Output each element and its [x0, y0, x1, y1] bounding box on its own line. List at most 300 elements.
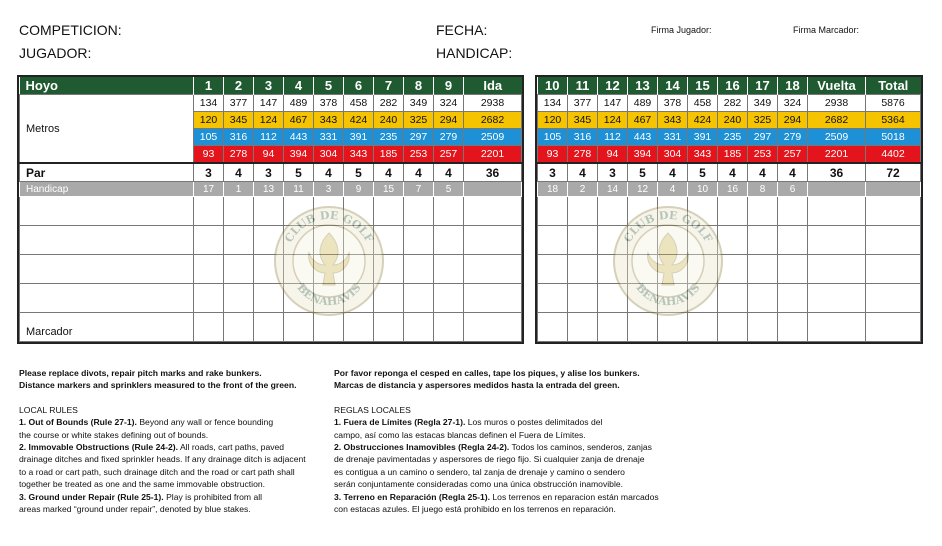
- score-grand-total-cell[interactable]: [866, 313, 921, 342]
- score-cell[interactable]: [688, 284, 718, 313]
- player-name-cell[interactable]: [20, 197, 194, 226]
- par-cell: 5: [688, 163, 718, 182]
- distance-cell: 443: [628, 129, 658, 146]
- distance-cell: 343: [658, 112, 688, 129]
- distance-cell: 343: [344, 146, 374, 164]
- back-nine-scorecard: [537, 77, 921, 342]
- player-name-cell[interactable]: [20, 284, 194, 313]
- score-cell[interactable]: [434, 313, 464, 342]
- distance-cell: 458: [688, 95, 718, 112]
- score-cell[interactable]: [778, 255, 808, 284]
- score-cell[interactable]: [434, 255, 464, 284]
- rule-heading: 3. Ground under Repair (Rule 25-1).: [19, 491, 164, 502]
- score-cell[interactable]: [254, 284, 284, 313]
- score-cell[interactable]: [344, 313, 374, 342]
- handicap-cell: 9: [344, 182, 374, 197]
- distance-cell: 282: [374, 95, 404, 112]
- score-total-cell[interactable]: [464, 226, 522, 255]
- distance-cell: 349: [404, 95, 434, 112]
- score-cell[interactable]: [628, 284, 658, 313]
- hole-number: 16: [718, 77, 748, 95]
- score-cell[interactable]: [374, 284, 404, 313]
- score-cell[interactable]: [314, 313, 344, 342]
- score-cell[interactable]: [284, 197, 314, 226]
- rule-line: the course or white stakes defining out of bounds.: [19, 429, 209, 440]
- score-cell[interactable]: [284, 313, 314, 342]
- score-cell[interactable]: [628, 313, 658, 342]
- yellow-tee-row: [538, 112, 921, 129]
- score-cell[interactable]: [748, 284, 778, 313]
- handicap-cell: 18: [538, 182, 568, 197]
- svg-text:BENAHAVIS: BENAHAVIS: [294, 281, 364, 309]
- rule-line: es contigua a un camino o sendero, tal zanja de drenaje y camino o sendero: [334, 466, 625, 477]
- par-cell: 5: [284, 163, 314, 182]
- par-cell: 3: [538, 163, 568, 182]
- rule-line: to a road or cart path, such drainage ditch and the road or cart path shall: [19, 466, 295, 477]
- distance-grand-total: 5364: [866, 112, 921, 129]
- score-cell[interactable]: [314, 284, 344, 313]
- metros-label: Metros: [20, 95, 194, 164]
- distance-cell: 343: [314, 112, 344, 129]
- distance-cell: 304: [658, 146, 688, 164]
- score-cell[interactable]: [344, 197, 374, 226]
- local-rules-title: REGLAS LOCALES: [334, 404, 411, 415]
- score-row: [20, 255, 522, 284]
- score-cell[interactable]: [568, 313, 598, 342]
- distance-cell: 297: [748, 129, 778, 146]
- ida-header: Ida: [464, 77, 522, 95]
- hole-number: 9: [434, 77, 464, 95]
- handicap-label: HANDICAP:: [436, 45, 513, 61]
- score-cell[interactable]: [434, 226, 464, 255]
- hole-number: 18: [778, 77, 808, 95]
- distance-cell: 316: [224, 129, 254, 146]
- rule-line: together be treated as one and the same immovable obstruction.: [19, 479, 266, 490]
- distance-cell: 257: [434, 146, 464, 164]
- score-cell[interactable]: [344, 255, 374, 284]
- score-cell[interactable]: [598, 284, 628, 313]
- score-cell[interactable]: [404, 255, 434, 284]
- par-grand-total: 72: [866, 163, 921, 182]
- front-nine-scorecard: [19, 77, 522, 342]
- marcador-label: Marcador: [20, 313, 194, 342]
- distance-cell: 424: [344, 112, 374, 129]
- score-cell[interactable]: [434, 197, 464, 226]
- rule-line: 3. Terreno en Reparación (Regla 25-1). Los terrenos en reparacion están marcados: [334, 491, 659, 502]
- handicap-cell: 3: [314, 182, 344, 197]
- rule-line: campo, así como las estacas blancas definen el Fuera de Límites.: [334, 429, 586, 440]
- handicap-cell: 14: [598, 182, 628, 197]
- rule-heading: 1. Out of Bounds (Rule 27-1).: [19, 417, 137, 428]
- score-cell[interactable]: [538, 197, 568, 226]
- score-cell[interactable]: [538, 284, 568, 313]
- score-cell[interactable]: [314, 197, 344, 226]
- distance-cell: 94: [254, 146, 284, 164]
- vuelta-header: Vuelta: [808, 77, 866, 95]
- score-cell[interactable]: [778, 313, 808, 342]
- par-cell: 4: [718, 163, 748, 182]
- distance-cell: 331: [658, 129, 688, 146]
- score-cell[interactable]: [718, 226, 748, 255]
- score-cell[interactable]: [598, 226, 628, 255]
- handicap-cell: 6: [778, 182, 808, 197]
- score-cell[interactable]: [718, 313, 748, 342]
- score-cell[interactable]: [718, 197, 748, 226]
- hoyo-header: Hoyo: [20, 77, 194, 95]
- player-name-cell[interactable]: [20, 226, 194, 255]
- score-cell[interactable]: [284, 284, 314, 313]
- handicap-cell: 15: [374, 182, 404, 197]
- score-total-cell[interactable]: [808, 313, 866, 342]
- score-row: [538, 226, 921, 255]
- score-cell[interactable]: [284, 226, 314, 255]
- score-cell[interactable]: [404, 313, 434, 342]
- score-grand-total-cell[interactable]: [866, 226, 921, 255]
- par-cell: 4: [374, 163, 404, 182]
- score-cell[interactable]: [374, 197, 404, 226]
- competicion-label: COMPETICION:: [19, 22, 122, 38]
- score-cell[interactable]: [628, 197, 658, 226]
- score-row: [20, 197, 522, 226]
- score-cell[interactable]: [194, 197, 224, 226]
- distance-cell: 120: [538, 112, 568, 129]
- handicap-cell: 2: [568, 182, 598, 197]
- red-tee-row: [538, 146, 921, 164]
- distance-cell: 235: [374, 129, 404, 146]
- handicap-cell: 16: [718, 182, 748, 197]
- score-cell[interactable]: [404, 284, 434, 313]
- score-total-cell[interactable]: [808, 226, 866, 255]
- score-grand-total-cell[interactable]: [866, 255, 921, 284]
- local-rules-title: LOCAL RULES: [19, 404, 78, 415]
- score-cell[interactable]: [314, 255, 344, 284]
- score-cell[interactable]: [224, 255, 254, 284]
- score-cell[interactable]: [568, 255, 598, 284]
- distance-cell: 112: [598, 129, 628, 146]
- handicap-cell: 10: [688, 182, 718, 197]
- distance-cell: 279: [434, 129, 464, 146]
- score-cell[interactable]: [404, 226, 434, 255]
- handicap-row: [538, 182, 921, 197]
- total-header: Total: [866, 77, 921, 95]
- score-total-cell[interactable]: [464, 313, 522, 342]
- rule-heading: 1. Fuera de Límites (Regla 27-1).: [334, 417, 466, 428]
- score-cell[interactable]: [778, 197, 808, 226]
- par-row: [20, 163, 522, 182]
- distance-cell: 489: [284, 95, 314, 112]
- distance-cell: 120: [194, 112, 224, 129]
- score-cell[interactable]: [194, 255, 224, 284]
- distance-cell: 147: [254, 95, 284, 112]
- score-cell[interactable]: [748, 197, 778, 226]
- par-cell: 4: [658, 163, 688, 182]
- hole-number: 4: [284, 77, 314, 95]
- score-cell[interactable]: [194, 284, 224, 313]
- score-cell[interactable]: [688, 197, 718, 226]
- handicap-cell: 7: [404, 182, 434, 197]
- distance-cell: 185: [718, 146, 748, 164]
- distance-cell: 378: [314, 95, 344, 112]
- svg-text:BENAHAVIS: BENAHAVIS: [633, 281, 703, 309]
- par-cell: 3: [254, 163, 284, 182]
- hole-number: 7: [374, 77, 404, 95]
- distance-cell: 93: [538, 146, 568, 164]
- distance-cell: 134: [538, 95, 568, 112]
- distance-cell: 345: [224, 112, 254, 129]
- distance-total: 2201: [464, 146, 522, 164]
- hole-number: 6: [344, 77, 374, 95]
- score-cell[interactable]: [658, 284, 688, 313]
- par-cell: 3: [194, 163, 224, 182]
- distance-cell: 240: [718, 112, 748, 129]
- score-cell[interactable]: [314, 226, 344, 255]
- score-cell[interactable]: [434, 284, 464, 313]
- score-cell[interactable]: [404, 197, 434, 226]
- score-cell[interactable]: [688, 313, 718, 342]
- par-total: 36: [808, 163, 866, 182]
- score-grand-total-cell[interactable]: [866, 197, 921, 226]
- distance-cell: 316: [568, 129, 598, 146]
- handicap-cell: 17: [194, 182, 224, 197]
- score-row: [20, 284, 522, 313]
- distance-total: 2938: [808, 95, 866, 112]
- score-row: [538, 313, 921, 342]
- score-cell[interactable]: [748, 313, 778, 342]
- jugador-label: JUGADOR:: [19, 45, 92, 61]
- score-cell[interactable]: [538, 226, 568, 255]
- score-cell[interactable]: [658, 255, 688, 284]
- score-cell[interactable]: [538, 255, 568, 284]
- distance-cell: 378: [658, 95, 688, 112]
- distance-cell: 105: [194, 129, 224, 146]
- score-total-cell[interactable]: [808, 255, 866, 284]
- rule-heading: 2. Immovable Obstructions (Rule 24-2).: [19, 442, 179, 453]
- distance-cell: 112: [254, 129, 284, 146]
- score-cell[interactable]: [224, 197, 254, 226]
- notice-line: Marcas de distancia y aspersores medidos hasta la entrada del green.: [334, 380, 620, 391]
- distance-cell: 458: [344, 95, 374, 112]
- handicap-cell: 4: [658, 182, 688, 197]
- score-cell[interactable]: [344, 226, 374, 255]
- score-total-cell[interactable]: [808, 284, 866, 313]
- rule-line: drainage ditches and fixed sprinkler heads. If any drainage ditch is adjacent: [19, 454, 306, 465]
- hole-number: 3: [254, 77, 284, 95]
- handicap-cell: 12: [628, 182, 658, 197]
- distance-cell: 297: [404, 129, 434, 146]
- notice-line: Por favor reponga el cesped en calles, tape los piques, y alise los bunkers.: [334, 368, 640, 378]
- distance-cell: 391: [688, 129, 718, 146]
- par-cell: 5: [344, 163, 374, 182]
- score-cell[interactable]: [374, 313, 404, 342]
- rule-heading: 3. Terreno en Reparación (Regla 25-1).: [334, 491, 491, 502]
- par-cell: 4: [434, 163, 464, 182]
- hole-header-row: [20, 77, 522, 95]
- score-cell[interactable]: [254, 255, 284, 284]
- score-cell[interactable]: [658, 226, 688, 255]
- distance-cell: 279: [778, 129, 808, 146]
- rule-line: 1. Out of Bounds (Rule 27-1). Beyond any wall or fence bounding: [19, 417, 274, 428]
- distance-total: 2509: [464, 129, 522, 146]
- score-cell[interactable]: [658, 197, 688, 226]
- footer-english: [19, 367, 319, 515]
- score-cell[interactable]: [568, 226, 598, 255]
- distance-cell: 124: [598, 112, 628, 129]
- distance-cell: 134: [194, 95, 224, 112]
- hole-number: 1: [194, 77, 224, 95]
- score-cell[interactable]: [254, 226, 284, 255]
- score-cell[interactable]: [224, 226, 254, 255]
- distance-cell: 467: [284, 112, 314, 129]
- distance-cell: 343: [688, 146, 718, 164]
- footer-spanish: [334, 367, 674, 515]
- score-cell[interactable]: [224, 284, 254, 313]
- score-cell[interactable]: [658, 313, 688, 342]
- distance-cell: 253: [748, 146, 778, 164]
- distance-cell: 377: [224, 95, 254, 112]
- hole-number: 10: [538, 77, 568, 95]
- par-cell: 4: [404, 163, 434, 182]
- hole-number: 11: [568, 77, 598, 95]
- distance-cell: 240: [374, 112, 404, 129]
- distance-cell: 377: [568, 95, 598, 112]
- handicap-cell: 13: [254, 182, 284, 197]
- distance-cell: 324: [434, 95, 464, 112]
- score-cell[interactable]: [538, 313, 568, 342]
- blue-tee-row: [538, 129, 921, 146]
- distance-cell: 391: [344, 129, 374, 146]
- distance-cell: 325: [748, 112, 778, 129]
- distance-cell: 424: [688, 112, 718, 129]
- par-cell: 4: [314, 163, 344, 182]
- par-row: [538, 163, 921, 182]
- svg-text:CLUB DE GOLF: CLUB DE GOLF: [282, 208, 376, 245]
- score-cell[interactable]: [598, 255, 628, 284]
- hole-number: 13: [628, 77, 658, 95]
- par-cell: 3: [598, 163, 628, 182]
- score-cell[interactable]: [748, 255, 778, 284]
- score-row: [538, 284, 921, 313]
- rule-heading: 2. Obstrucciones Inamovibles (Regla 24-2).: [334, 442, 510, 453]
- par-cell: 4: [568, 163, 598, 182]
- distance-cell: 235: [718, 129, 748, 146]
- distance-cell: 278: [224, 146, 254, 164]
- score-cell[interactable]: [628, 255, 658, 284]
- par-cell: 4: [224, 163, 254, 182]
- player-name-cell[interactable]: [20, 255, 194, 284]
- score-cell[interactable]: [374, 226, 404, 255]
- distance-cell: 325: [404, 112, 434, 129]
- distance-cell: 94: [598, 146, 628, 164]
- distance-cell: 124: [254, 112, 284, 129]
- handicap-cell: [866, 182, 921, 197]
- rule-line: areas marked “ground under repair”, denoted by blue stakes.: [19, 504, 251, 515]
- score-cell[interactable]: [778, 284, 808, 313]
- distance-cell: 304: [314, 146, 344, 164]
- score-row: [538, 255, 921, 284]
- score-cell[interactable]: [598, 197, 628, 226]
- distance-cell: 294: [778, 112, 808, 129]
- distance-total: 2682: [464, 112, 522, 129]
- distance-cell: 324: [778, 95, 808, 112]
- score-total-cell[interactable]: [464, 255, 522, 284]
- distance-cell: 185: [374, 146, 404, 164]
- score-cell[interactable]: [344, 284, 374, 313]
- score-cell[interactable]: [568, 197, 598, 226]
- score-cell[interactable]: [748, 226, 778, 255]
- distance-cell: 282: [718, 95, 748, 112]
- distance-cell: 489: [628, 95, 658, 112]
- score-cell[interactable]: [718, 255, 748, 284]
- hole-header-row: [538, 77, 921, 95]
- score-total-cell[interactable]: [464, 197, 522, 226]
- svg-text:CLUB DE GOLF: CLUB DE GOLF: [621, 208, 715, 245]
- score-cell[interactable]: [718, 284, 748, 313]
- score-cell[interactable]: [194, 226, 224, 255]
- distance-cell: 257: [778, 146, 808, 164]
- hole-number: 17: [748, 77, 778, 95]
- score-row: [538, 197, 921, 226]
- distance-cell: 443: [284, 129, 314, 146]
- notice-line: Please replace divots, repair pitch marks and rake bunkers.: [19, 368, 262, 378]
- distance-total: 2509: [808, 129, 866, 146]
- hole-number: 2: [224, 77, 254, 95]
- firma-marcador-label: Firma Marcador:: [793, 25, 860, 35]
- hole-number: 12: [598, 77, 628, 95]
- score-cell[interactable]: [254, 197, 284, 226]
- rule-line: 3. Ground under Repair (Rule 25-1). Play is prohibited from all: [19, 491, 263, 502]
- par-cell: 4: [778, 163, 808, 182]
- par-label: Par: [20, 163, 194, 182]
- distance-cell: 294: [434, 112, 464, 129]
- score-cell[interactable]: [568, 284, 598, 313]
- distance-cell: 147: [598, 95, 628, 112]
- score-cell[interactable]: [778, 226, 808, 255]
- rule-line: serán conjuntamente consideradas como una única obstrucción inamovible.: [334, 479, 624, 490]
- hole-number: 14: [658, 77, 688, 95]
- rule-line: 2. Obstrucciones Inamovibles (Regla 24-2). Todos los caminos, senderos, zanjas: [334, 442, 652, 453]
- handicap-cell: [464, 182, 522, 197]
- score-cell[interactable]: [284, 255, 314, 284]
- handicap-cell: [808, 182, 866, 197]
- par-cell: 4: [748, 163, 778, 182]
- score-cell[interactable]: [194, 313, 224, 342]
- score-cell[interactable]: [254, 313, 284, 342]
- par-total: 36: [464, 163, 522, 182]
- white-tee-row: [20, 95, 522, 112]
- score-total-cell[interactable]: [464, 284, 522, 313]
- rule-line: con estacas azules. El juego está prohibido en los terrenos en reparación.: [334, 504, 616, 515]
- score-cell[interactable]: [598, 313, 628, 342]
- handicap-cell: 5: [434, 182, 464, 197]
- score-cell[interactable]: [688, 226, 718, 255]
- distance-grand-total: 5876: [866, 95, 921, 112]
- score-total-cell[interactable]: [808, 197, 866, 226]
- notice-line: Distance markers and sprinklers measured to the front of the green.: [19, 380, 297, 391]
- distance-cell: 394: [284, 146, 314, 164]
- hole-number: 15: [688, 77, 718, 95]
- score-cell[interactable]: [374, 255, 404, 284]
- score-cell[interactable]: [224, 313, 254, 342]
- par-cell: 5: [628, 163, 658, 182]
- hole-number: 8: [404, 77, 434, 95]
- score-cell[interactable]: [688, 255, 718, 284]
- score-cell[interactable]: [628, 226, 658, 255]
- rule-line: 2. Immovable Obstructions (Rule 24-2). All roads, cart paths, paved: [19, 442, 285, 453]
- distance-cell: 253: [404, 146, 434, 164]
- handicap-row: [20, 182, 522, 197]
- handicap-cell: 1: [224, 182, 254, 197]
- score-grand-total-cell[interactable]: [866, 284, 921, 313]
